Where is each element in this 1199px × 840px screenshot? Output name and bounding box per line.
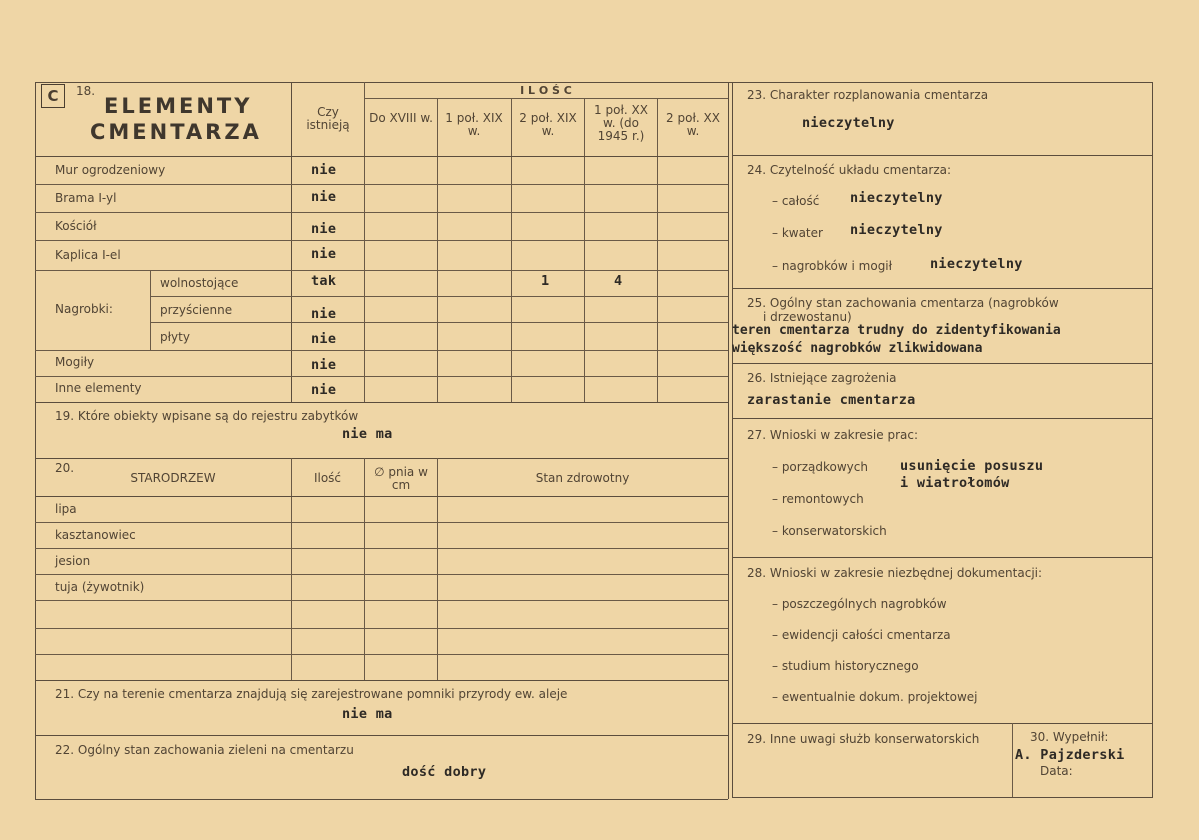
element-label: płyty	[160, 330, 190, 344]
s19-label: 19. Które obiekty wpisane są do rejestru zabytków	[55, 409, 359, 423]
s24-item-value: nieczytelny	[850, 190, 943, 206]
s28-item: – ewidencji całości cmentarza	[772, 628, 951, 642]
s24-item-label: – kwater	[772, 226, 823, 240]
element-count: 1	[541, 273, 550, 289]
s28-item: – poszczególnych nagrobków	[772, 597, 947, 611]
period-header: 2 poł. XX w.	[666, 111, 720, 138]
tree-label: lipa	[55, 502, 77, 516]
s23-label: 23. Charakter rozplanowania cmentarza	[747, 88, 989, 102]
tree-label: kasztanowiec	[55, 528, 136, 542]
s27-item: – remontowych	[772, 492, 864, 506]
section-letter-box: C	[41, 84, 65, 108]
s30-date-label: Data:	[1040, 764, 1073, 778]
s24-item-label: – całość	[772, 194, 820, 208]
element-value: nie	[311, 306, 337, 322]
nagrobki-group-label: Nagrobki:	[55, 302, 113, 316]
element-value: nie	[311, 162, 337, 178]
elements-title-line2: CMENTARZA	[90, 120, 262, 144]
element-value: nie	[311, 331, 337, 347]
period-header: 1 poł. XX w. (do 1945 r.)	[594, 103, 648, 143]
s25-value: teren cmentarza trudny do zidentyfikowania	[732, 323, 1061, 338]
s21-value: nie ma	[342, 706, 393, 722]
element-label: wolnostojące	[160, 276, 239, 290]
element-label: Mur ogrodzeniowy	[55, 163, 166, 177]
s30-value: A. Pajzderski	[1015, 747, 1125, 763]
s24-item-value: nieczytelny	[930, 256, 1023, 272]
s28-item: – ewentualnie dokum. projektowej	[772, 690, 978, 704]
s24-item-label: – nagrobków i mogił	[772, 259, 893, 273]
tree-label: jesion	[55, 554, 91, 568]
s29-label: 29. Inne uwagi służb konserwatorskich	[747, 732, 980, 746]
element-value: nie	[311, 221, 337, 237]
tree-label: tuja (żywotnik)	[55, 580, 145, 594]
s20-ilosc-header: Ilość	[313, 471, 342, 485]
element-value: nie	[311, 382, 337, 398]
s23-value: nieczytelny	[802, 115, 895, 131]
element-value: nie	[311, 246, 337, 262]
s27-item: – porządkowych	[772, 460, 868, 474]
s20-pnia-header: ∅ pnia w cm	[374, 465, 428, 492]
s20-stan-header: Stan zdrowotny	[535, 471, 630, 485]
s30-label: 30. Wypełnił:	[1030, 730, 1109, 744]
element-value: tak	[311, 273, 337, 289]
ilosc-header: I L O Ś C	[520, 84, 572, 97]
czy-istnieja-header: Czy istnieją	[306, 105, 350, 132]
s25-value-cont: większość nagrobków zlikwidowana	[732, 341, 983, 356]
s20-number: 20.	[55, 461, 75, 475]
period-header: 2 poł. XIX w.	[519, 111, 577, 138]
element-label: Inne elementy	[55, 381, 142, 395]
period-header: Do XVIII w.	[369, 111, 433, 125]
s22-label: 22. Ogólny stan zachowania zieleni na cmentarzu	[55, 743, 354, 757]
element-value: nie	[311, 189, 337, 205]
element-count: 4	[614, 273, 623, 289]
element-label: Kościół	[55, 219, 97, 233]
elements-title-line1: ELEMENTY	[104, 94, 253, 118]
s20-title: STARODRZEW	[130, 471, 216, 485]
element-label: Kaplica I-el	[55, 248, 121, 262]
element-label: Mogiły	[55, 355, 95, 369]
element-value: nie	[311, 357, 337, 373]
s26-label: 26. Istniejące zagrożenia	[747, 371, 897, 385]
s19-value: nie ma	[342, 426, 393, 442]
s26-value: zarastanie cmentarza	[747, 392, 916, 408]
s24-label: 24. Czytelność układu cmentarza:	[747, 163, 952, 177]
period-header: 1 poł. XIX w.	[445, 111, 503, 138]
element-label: Brama I-yl	[55, 191, 117, 205]
s28-item: – studium historycznego	[772, 659, 919, 673]
element-label: przyścienne	[160, 303, 233, 317]
s25-label-cont: i drzewostanu)	[763, 310, 852, 324]
section-18-number: 18.	[76, 84, 96, 98]
s27-item: – konserwatorskich	[772, 524, 887, 538]
s28-label: 28. Wnioski w zakresie niezbędnej dokumentacji:	[747, 566, 1043, 580]
s24-item-value: nieczytelny	[850, 222, 943, 238]
s25-label: 25. Ogólny stan zachowania cmentarza (nagrobków	[747, 296, 1059, 310]
s27-label: 27. Wnioski w zakresie prac:	[747, 428, 919, 442]
s22-value: dość dobry	[402, 764, 487, 780]
s21-label: 21. Czy na terenie cmentarza znajdują się zarejestrowane pomniki przyrody ew. aleje	[55, 687, 568, 701]
s27-value: usunięcie posuszu	[900, 458, 1044, 474]
s27-value-cont: i wiatrołomów	[900, 475, 1010, 491]
